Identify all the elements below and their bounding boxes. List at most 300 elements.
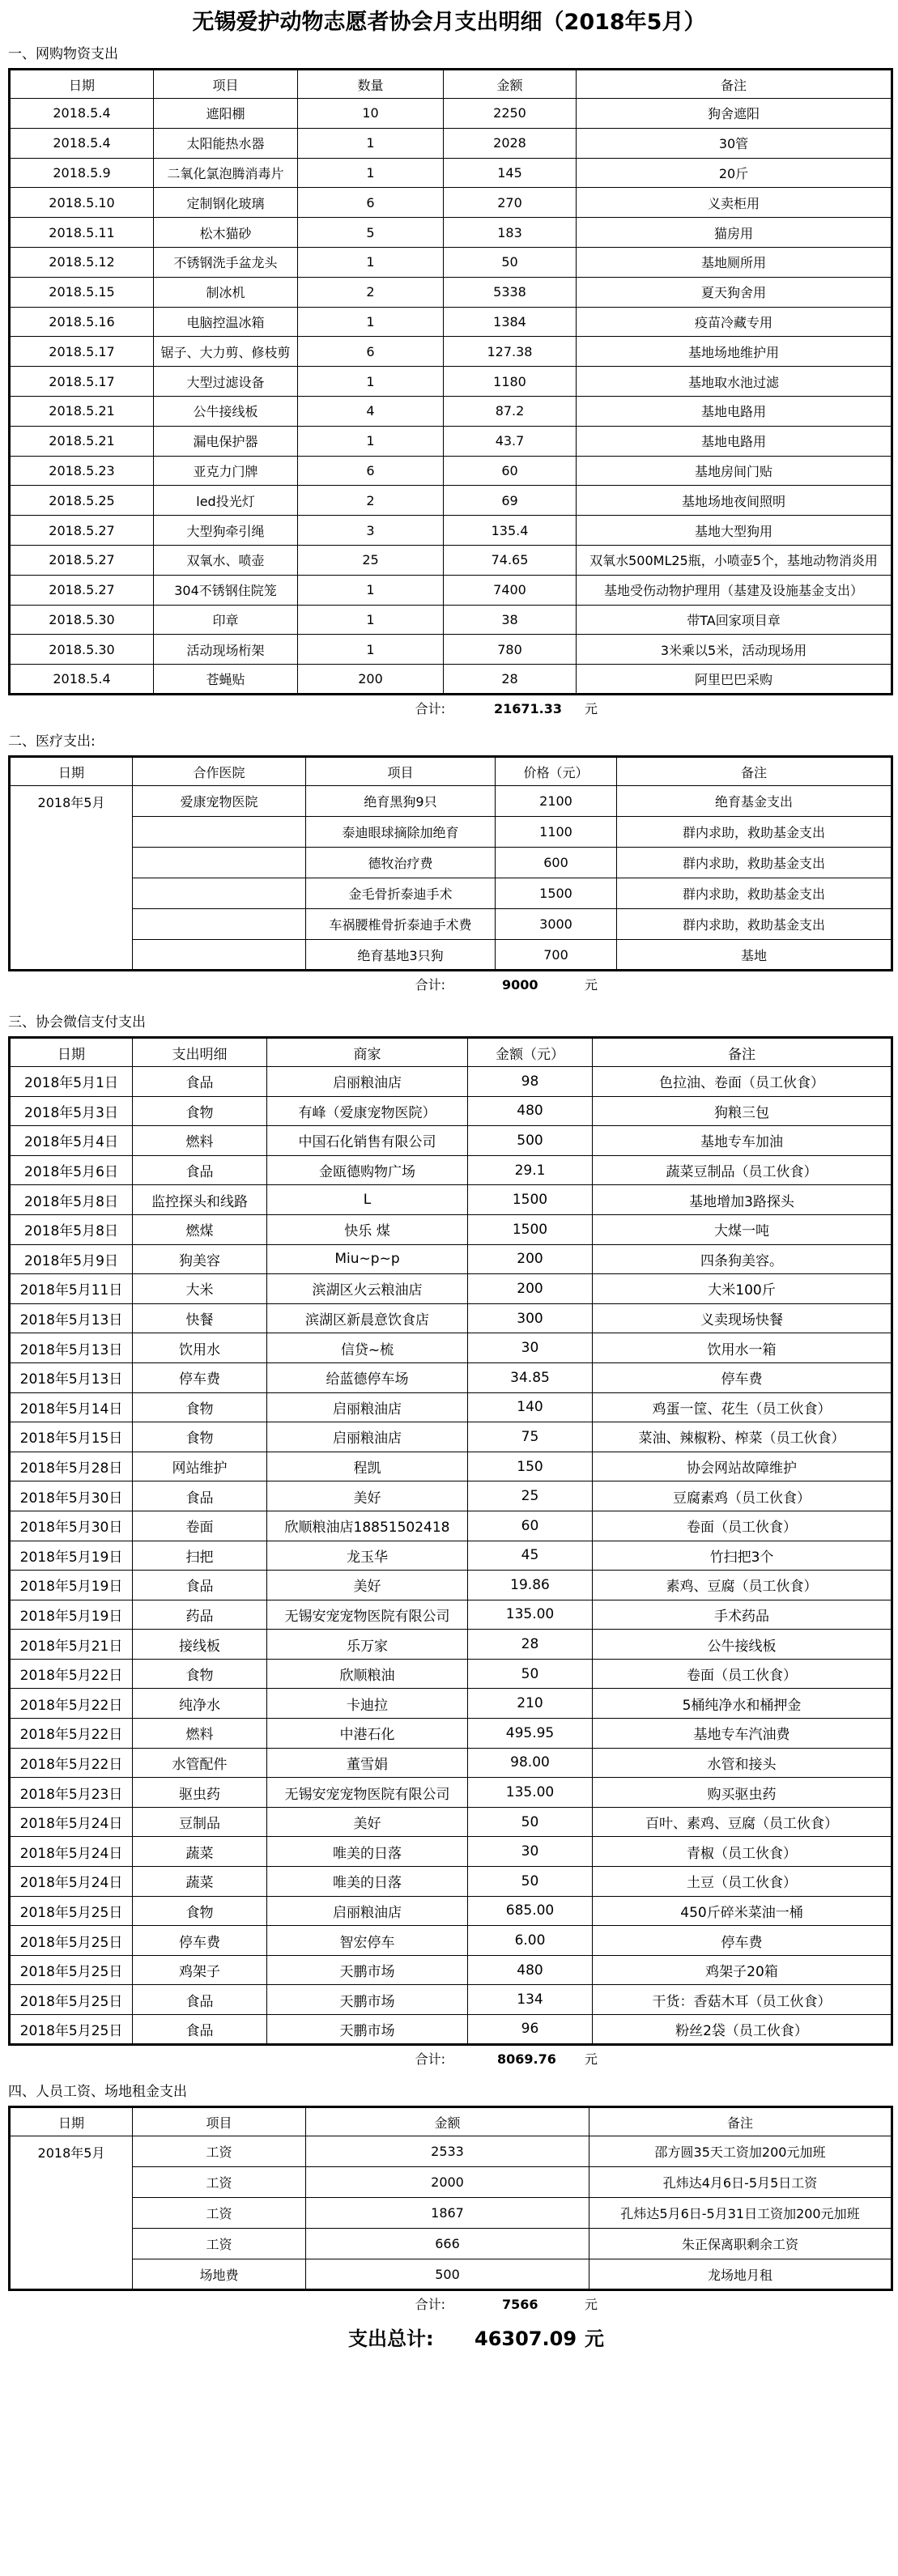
table-cell: 685.00 bbox=[468, 1896, 593, 1926]
table-cell: 制冰机 bbox=[154, 277, 298, 307]
table-cell: 2018年5月24日 bbox=[10, 1807, 133, 1837]
table-cell: 50 bbox=[468, 1807, 593, 1837]
table-cell: 2018年5月25日 bbox=[10, 1926, 133, 1956]
table-row bbox=[10, 367, 892, 397]
table-cell: 活动现场桁架 bbox=[154, 635, 298, 665]
column-header: 备注 bbox=[589, 2107, 892, 2136]
table-cell bbox=[133, 940, 306, 971]
table-row bbox=[10, 1481, 892, 1511]
table-cell: 2018.5.10 bbox=[10, 188, 154, 218]
table-cell: 豆腐素鸡（员工伙食） bbox=[593, 1481, 892, 1511]
table-cell: 欣顺粮油 bbox=[267, 1659, 468, 1689]
table-row bbox=[10, 426, 892, 456]
table-cell: 金毛骨折泰迪手术 bbox=[306, 878, 496, 909]
table-cell: 2028 bbox=[444, 128, 577, 158]
table-cell: 2018年5月1日 bbox=[10, 1067, 133, 1097]
table-cell: 扫把 bbox=[133, 1541, 267, 1571]
table-cell: 孔炜达4月6日-5月5日工资 bbox=[589, 2167, 892, 2198]
section4-total-label: 合计: bbox=[415, 2297, 445, 2312]
table-row bbox=[10, 2259, 892, 2290]
table-cell: 1 bbox=[298, 605, 444, 635]
table-cell: 食物 bbox=[133, 1422, 267, 1452]
table-cell: 大煤一吨 bbox=[593, 1214, 892, 1244]
table-cell: 狗粮三包 bbox=[593, 1096, 892, 1126]
column-header: 备注 bbox=[593, 1038, 892, 1067]
table-cell: 水管和接头 bbox=[593, 1748, 892, 1778]
table-cell: 太阳能热水器 bbox=[154, 128, 298, 158]
section4-total-unit: 元 bbox=[585, 2297, 598, 2312]
column-header: 项目 bbox=[133, 2107, 306, 2136]
table-cell: 2018.5.4 bbox=[10, 665, 154, 695]
section2-total bbox=[8, 971, 891, 999]
table-cell: 43.7 bbox=[444, 426, 577, 456]
table-cell: 群内求助，救助基金支出 bbox=[617, 848, 892, 878]
table-cell: 183 bbox=[444, 218, 577, 248]
table-cell: 双氧水、喷壶 bbox=[154, 545, 298, 575]
table-cell: 1 bbox=[298, 575, 444, 605]
table-row bbox=[10, 2229, 892, 2259]
table-cell: 接线板 bbox=[133, 1630, 267, 1660]
table-cell: 200 bbox=[298, 665, 444, 695]
table-cell: 2018年5月19日 bbox=[10, 1541, 133, 1571]
table-cell: 卷面（员工伙食） bbox=[593, 1659, 892, 1689]
table-cell: 2018.5.21 bbox=[10, 396, 154, 426]
table-row bbox=[10, 99, 892, 129]
table-cell: 食品 bbox=[133, 1155, 267, 1185]
table-header-row bbox=[10, 2107, 892, 2136]
table-cell: 卷面（员工伙食） bbox=[593, 1511, 892, 1541]
table-row bbox=[10, 337, 892, 367]
table-cell: 2018年5月14日 bbox=[10, 1392, 133, 1422]
table-cell: 食品 bbox=[133, 1985, 267, 2015]
table-row bbox=[10, 2198, 892, 2229]
table-cell: 25 bbox=[298, 545, 444, 575]
table-cell: 2018年5月30日 bbox=[10, 1481, 133, 1511]
table-cell: 10 bbox=[298, 99, 444, 129]
table-row bbox=[10, 1333, 892, 1363]
table-row bbox=[10, 940, 892, 971]
table-cell: 6.00 bbox=[468, 1926, 593, 1956]
table-cell: 饮用水一箱 bbox=[593, 1333, 892, 1363]
table-cell: 有峰（爱康宠物医院） bbox=[267, 1096, 468, 1126]
table-cell: 工资 bbox=[133, 2136, 306, 2167]
table-cell: 爱康宠物医院 bbox=[133, 786, 306, 817]
table-cell: 基地取水池过滤 bbox=[577, 367, 892, 397]
table-row bbox=[10, 1096, 892, 1126]
table-cell: 基地增加3路探头 bbox=[593, 1185, 892, 1215]
table-cell: 启丽粮油店 bbox=[267, 1392, 468, 1422]
table-cell: 美好 bbox=[267, 1571, 468, 1600]
table-cell: 粉丝2袋（员工伙食） bbox=[593, 2015, 892, 2045]
table-cell: 天鹏市场 bbox=[267, 1985, 468, 2015]
table-cell: 场地费 bbox=[133, 2259, 306, 2290]
table-cell: 给蓝德停车场 bbox=[267, 1362, 468, 1392]
table-cell: 群内求助，救助基金支出 bbox=[617, 817, 892, 848]
table-row bbox=[10, 1362, 892, 1392]
table-row bbox=[10, 1926, 892, 1956]
table-cell: 锯子、大力剪、修枝剪 bbox=[154, 337, 298, 367]
table-row bbox=[10, 1985, 892, 2015]
table-cell: Miu~p~p bbox=[267, 1244, 468, 1274]
table-cell: led投光灯 bbox=[154, 486, 298, 516]
column-header: 金额 bbox=[306, 2107, 589, 2136]
table-cell: 美好 bbox=[267, 1481, 468, 1511]
table-cell: 2018.5.12 bbox=[10, 247, 154, 277]
section2-total-unit: 元 bbox=[585, 977, 598, 993]
section3-total-value: 8069.76 bbox=[497, 2051, 556, 2067]
table-cell: 燃料 bbox=[133, 1719, 267, 1749]
section3-heading: 三、协会微信支付支出 bbox=[8, 1014, 146, 1031]
table-cell: 4 bbox=[298, 396, 444, 426]
table-cell: 干货：香菇木耳（员工伙食） bbox=[593, 1985, 892, 2015]
table-cell: 朱正保离职剩余工资 bbox=[589, 2229, 892, 2259]
table-cell: 中国石化销售有限公司 bbox=[267, 1126, 468, 1156]
section3-total-label: 合计: bbox=[415, 2051, 445, 2067]
table-cell: 义卖柜用 bbox=[577, 188, 892, 218]
table-cell: 遮阳棚 bbox=[154, 99, 298, 129]
table-cell: 大型狗牵引绳 bbox=[154, 516, 298, 546]
table-cell: 2018.5.21 bbox=[10, 426, 154, 456]
table-cell: 2018年5月8日 bbox=[10, 1214, 133, 1244]
table-cell: 卷面 bbox=[133, 1511, 267, 1541]
table-cell: 1 bbox=[298, 247, 444, 277]
table-cell: 基地厕所用 bbox=[577, 247, 892, 277]
table-cell: 食品 bbox=[133, 2015, 267, 2045]
section4-heading: 四、人员工资、场地租金支出 bbox=[8, 2084, 187, 2100]
table-row bbox=[10, 817, 892, 848]
section1-table bbox=[8, 68, 893, 695]
table-cell: 龙场地月租 bbox=[589, 2259, 892, 2290]
table-row bbox=[10, 1807, 892, 1837]
section3-table bbox=[8, 1036, 893, 2046]
table-row bbox=[10, 1689, 892, 1719]
table-row bbox=[10, 218, 892, 248]
table-cell: 协会网站故障维护 bbox=[593, 1452, 892, 1481]
table-cell: 50 bbox=[468, 1867, 593, 1897]
table-cell: 无锡安宠宠物医院有限公司 bbox=[267, 1600, 468, 1630]
section3-total bbox=[8, 2046, 891, 2073]
table-cell: 基地房间门贴 bbox=[577, 456, 892, 486]
table-cell: 天鹏市场 bbox=[267, 1955, 468, 1985]
table-cell: 29.1 bbox=[468, 1155, 593, 1185]
table-cell: 车祸腰椎骨折泰迪手术费 bbox=[306, 909, 496, 940]
table-cell: 停车费 bbox=[593, 1362, 892, 1392]
table-row bbox=[10, 247, 892, 277]
table-cell: 公牛接线板 bbox=[154, 396, 298, 426]
table-cell: 60 bbox=[444, 456, 577, 486]
table-cell bbox=[133, 878, 306, 909]
table-cell: 手术药品 bbox=[593, 1600, 892, 1630]
table-row bbox=[10, 575, 892, 605]
table-cell: 基地专车加油 bbox=[593, 1126, 892, 1156]
table-cell: 2018年5月13日 bbox=[10, 1362, 133, 1392]
table-cell: 大米 bbox=[133, 1274, 267, 1304]
table-cell: 董雪娟 bbox=[267, 1748, 468, 1778]
table-row bbox=[10, 1600, 892, 1630]
table-cell: 德牧治疗费 bbox=[306, 848, 496, 878]
table-cell: 猫房用 bbox=[577, 218, 892, 248]
table-cell: 1500 bbox=[496, 878, 617, 909]
table-row bbox=[10, 1778, 892, 1808]
table-cell: 购买驱虫药 bbox=[593, 1778, 892, 1808]
table-cell: 百叶、素鸡、豆腐（员工伙食） bbox=[593, 1807, 892, 1837]
table-cell: 2018年5月28日 bbox=[10, 1452, 133, 1481]
table-header-row bbox=[10, 70, 892, 99]
table-cell: 基地场地维护用 bbox=[577, 337, 892, 367]
table-row bbox=[10, 1541, 892, 1571]
table-cell: 蔬菜 bbox=[133, 1867, 267, 1897]
table-cell: 快乐 煤 bbox=[267, 1214, 468, 1244]
table-cell: 土豆（员工伙食） bbox=[593, 1867, 892, 1897]
table-cell: 145 bbox=[444, 158, 577, 188]
table-cell bbox=[133, 848, 306, 878]
table-cell: 780 bbox=[444, 635, 577, 665]
table-cell: 食物 bbox=[133, 1392, 267, 1422]
table-cell: 2018年5月25日 bbox=[10, 1955, 133, 1985]
table-cell: 69 bbox=[444, 486, 577, 516]
table-row bbox=[10, 1837, 892, 1867]
table-cell: 666 bbox=[306, 2229, 589, 2259]
table-cell: 2018.5.11 bbox=[10, 218, 154, 248]
table-header-row bbox=[10, 1038, 892, 1067]
table-cell: 25 bbox=[468, 1481, 593, 1511]
table-cell: 2018年5月3日 bbox=[10, 1096, 133, 1126]
section1-total-value: 21671.33 bbox=[494, 701, 563, 716]
table-cell: 75 bbox=[468, 1422, 593, 1452]
table-row bbox=[10, 1571, 892, 1600]
table-row bbox=[10, 1511, 892, 1541]
table-cell: 卡迪拉 bbox=[267, 1689, 468, 1719]
table-cell: 2018年5月25日 bbox=[10, 1985, 133, 2015]
table-row bbox=[10, 1452, 892, 1481]
table-row bbox=[10, 635, 892, 665]
table-cell: 2533 bbox=[306, 2136, 589, 2167]
table-cell: 启丽粮油店 bbox=[267, 1422, 468, 1452]
table-cell: 1500 bbox=[468, 1185, 593, 1215]
table-cell: 监控探头和线路 bbox=[133, 1185, 267, 1215]
table-row bbox=[10, 909, 892, 940]
section1-total-unit: 元 bbox=[585, 701, 598, 716]
table-cell: 狗美容 bbox=[133, 1244, 267, 1274]
table-cell: 燃煤 bbox=[133, 1214, 267, 1244]
column-header: 日期 bbox=[10, 1038, 133, 1067]
table-cell: 2018.5.17 bbox=[10, 367, 154, 397]
table-cell: 28 bbox=[444, 665, 577, 695]
table-cell: 素鸡、豆腐（员工伙食） bbox=[593, 1571, 892, 1600]
table-cell: 网站维护 bbox=[133, 1452, 267, 1481]
table-cell: 2018年5月9日 bbox=[10, 1244, 133, 1274]
table-cell: 药品 bbox=[133, 1600, 267, 1630]
table-row bbox=[10, 307, 892, 337]
table-cell: 群内求助，救助基金支出 bbox=[617, 878, 892, 909]
table-cell: 鸡蛋一筐、花生（员工伙食） bbox=[593, 1392, 892, 1422]
column-header: 数量 bbox=[298, 70, 444, 99]
table-cell: 夏天狗舍用 bbox=[577, 277, 892, 307]
table-cell: 2018.5.16 bbox=[10, 307, 154, 337]
table-cell: 群内求助，救助基金支出 bbox=[617, 909, 892, 940]
table-cell: 2018年5月22日 bbox=[10, 1748, 133, 1778]
table-cell: 480 bbox=[468, 1096, 593, 1126]
table-cell: 2018年5月24日 bbox=[10, 1867, 133, 1897]
section4-total-value: 7566 bbox=[502, 2297, 538, 2312]
table-cell: 270 bbox=[444, 188, 577, 218]
table-cell: 30 bbox=[468, 1333, 593, 1363]
table-row bbox=[10, 128, 892, 158]
table-cell: 孔炜达5月6日-5月31日工资加200元加班 bbox=[589, 2198, 892, 2229]
table-cell: 5338 bbox=[444, 277, 577, 307]
section1-total bbox=[8, 695, 891, 723]
table-row bbox=[10, 1214, 892, 1244]
table-cell: 1 bbox=[298, 426, 444, 456]
table-cell: 电脑控温冰箱 bbox=[154, 307, 298, 337]
table-cell: 6 bbox=[298, 337, 444, 367]
section4-total bbox=[8, 2291, 891, 2319]
table-cell: 基地 bbox=[617, 940, 892, 971]
table-cell: 2018年5月22日 bbox=[10, 1689, 133, 1719]
table-cell: 豆制品 bbox=[133, 1807, 267, 1837]
table-cell: 2018年5月13日 bbox=[10, 1303, 133, 1333]
table-row bbox=[10, 665, 892, 695]
table-cell: 欣顺粮油店18851502418 bbox=[267, 1511, 468, 1541]
table-row bbox=[10, 786, 892, 817]
table-cell: 5桶纯净水和桶押金 bbox=[593, 1689, 892, 1719]
table-cell: 200 bbox=[468, 1244, 593, 1274]
table-cell: 天鹏市场 bbox=[267, 2015, 468, 2045]
table-cell: 唯美的日落 bbox=[267, 1867, 468, 1897]
table-cell: 34.85 bbox=[468, 1362, 593, 1392]
table-cell: 450斤碎米菜油一桶 bbox=[593, 1896, 892, 1926]
table-cell: 1 bbox=[298, 158, 444, 188]
table-cell: 1384 bbox=[444, 307, 577, 337]
table-cell: 鸡架子20箱 bbox=[593, 1955, 892, 1985]
table-cell: 竹扫把3个 bbox=[593, 1541, 892, 1571]
table-cell: 二氧化氯泡腾消毒片 bbox=[154, 158, 298, 188]
table-cell: 美好 bbox=[267, 1807, 468, 1837]
table-cell: 2250 bbox=[444, 99, 577, 129]
table-cell: 2018.5.23 bbox=[10, 456, 154, 486]
table-cell: 2018.5.30 bbox=[10, 605, 154, 635]
table-cell: 2018年5月13日 bbox=[10, 1333, 133, 1363]
table-cell: 纯净水 bbox=[133, 1689, 267, 1719]
table-cell: 135.4 bbox=[444, 516, 577, 546]
table-cell: 500 bbox=[468, 1126, 593, 1156]
table-cell: 印章 bbox=[154, 605, 298, 635]
table-cell: 135.00 bbox=[468, 1600, 593, 1630]
table-cell: 乐万家 bbox=[267, 1630, 468, 1660]
table-cell: 3000 bbox=[496, 909, 617, 940]
table-cell: 绝育基地3只狗 bbox=[306, 940, 496, 971]
table-cell: 2018年5月4日 bbox=[10, 1126, 133, 1156]
table-row bbox=[10, 1630, 892, 1660]
table-cell: 45 bbox=[468, 1541, 593, 1571]
table-cell: 基地专车汽油费 bbox=[593, 1719, 892, 1749]
table-cell: 食品 bbox=[133, 1481, 267, 1511]
table-cell: 松木猫砂 bbox=[154, 218, 298, 248]
table-row bbox=[10, 456, 892, 486]
table-cell: 龙玉华 bbox=[267, 1541, 468, 1571]
table-cell: 大米100斤 bbox=[593, 1274, 892, 1304]
table-cell: 135.00 bbox=[468, 1778, 593, 1808]
table-cell: 500 bbox=[306, 2259, 589, 2290]
column-header: 价格（元） bbox=[496, 757, 617, 786]
table-cell: 驱虫药 bbox=[133, 1778, 267, 1808]
table-cell: 2 bbox=[298, 277, 444, 307]
table-cell: 启丽粮油店 bbox=[267, 1896, 468, 1926]
grand-total-label: 支出总计: bbox=[348, 2327, 434, 2350]
column-header: 支出明细 bbox=[133, 1038, 267, 1067]
table-row bbox=[10, 1185, 892, 1215]
table-cell: 菜油、辣椒粉、榨菜（员工伙食） bbox=[593, 1422, 892, 1452]
table-row bbox=[10, 1303, 892, 1333]
table-cell: 快餐 bbox=[133, 1303, 267, 1333]
table-cell: 38 bbox=[444, 605, 577, 635]
table-cell: 2018.5.27 bbox=[10, 575, 154, 605]
table-cell: 2018年5月6日 bbox=[10, 1155, 133, 1185]
table-row bbox=[10, 1244, 892, 1274]
table-cell: 2018年5月23日 bbox=[10, 1778, 133, 1808]
table-cell: 2018.5.30 bbox=[10, 635, 154, 665]
table-cell: 50 bbox=[468, 1659, 593, 1689]
table-cell: 基地电路用 bbox=[577, 426, 892, 456]
table-cell: 1867 bbox=[306, 2198, 589, 2229]
table-cell: 工资 bbox=[133, 2198, 306, 2229]
column-header: 日期 bbox=[10, 2107, 133, 2136]
column-header: 合作医院 bbox=[133, 757, 306, 786]
table-cell: 基地场地夜间照明 bbox=[577, 486, 892, 516]
table-header-row bbox=[10, 757, 892, 786]
table-row bbox=[10, 1422, 892, 1452]
table-cell: 色拉油、卷面（员工伙食） bbox=[593, 1067, 892, 1097]
grand-total bbox=[8, 2319, 891, 2359]
table-cell: 绝育黑狗9只 bbox=[306, 786, 496, 817]
table-row bbox=[10, 277, 892, 307]
table-cell: 食物 bbox=[133, 1659, 267, 1689]
table-cell: 不锈钢洗手盆龙头 bbox=[154, 247, 298, 277]
table-cell: 5 bbox=[298, 218, 444, 248]
table-cell: 2018.5.9 bbox=[10, 158, 154, 188]
table-cell: 3 bbox=[298, 516, 444, 546]
column-header: 项目 bbox=[306, 757, 496, 786]
table-cell: 6 bbox=[298, 188, 444, 218]
section1-total-label: 合计: bbox=[415, 701, 445, 716]
table-row bbox=[10, 1067, 892, 1097]
table-cell: 1 bbox=[298, 367, 444, 397]
table-cell: 1 bbox=[298, 128, 444, 158]
table-cell: 2 bbox=[298, 486, 444, 516]
table-cell: 98 bbox=[468, 1067, 593, 1097]
table-cell: 700 bbox=[496, 940, 617, 971]
table-cell: 蔬菜 bbox=[133, 1837, 267, 1867]
table-cell: 30管 bbox=[577, 128, 892, 158]
column-header: 日期 bbox=[10, 70, 154, 99]
table-cell: 2100 bbox=[496, 786, 617, 817]
table-cell: 信贷~梳 bbox=[267, 1333, 468, 1363]
table-cell: 2018年5月25日 bbox=[10, 1896, 133, 1926]
table-cell: 基地受伤动物护理用（基建及设施基金支出） bbox=[577, 575, 892, 605]
table-cell: 2018年5月22日 bbox=[10, 1719, 133, 1749]
table-cell: 基地大型狗用 bbox=[577, 516, 892, 546]
table-cell: 绝育基金支出 bbox=[617, 786, 892, 817]
table-row bbox=[10, 158, 892, 188]
table-cell: 2018年5月 bbox=[10, 786, 133, 971]
table-row bbox=[10, 1955, 892, 1985]
table-cell: 2000 bbox=[306, 2167, 589, 2198]
table-cell bbox=[133, 817, 306, 848]
table-cell: 邵方圆35天工资加200元加班 bbox=[589, 2136, 892, 2167]
table-row bbox=[10, 605, 892, 635]
table-cell: 2018年5月11日 bbox=[10, 1274, 133, 1304]
column-header: 金额（元） bbox=[468, 1038, 593, 1067]
